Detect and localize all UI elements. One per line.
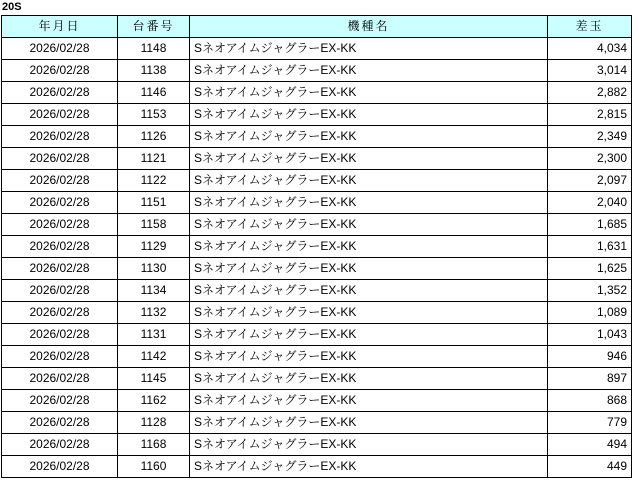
cell-unit: 1128	[118, 412, 190, 434]
table-row	[2, 280, 632, 302]
cell-unit: 1148	[118, 38, 190, 60]
cell-date: 2026/02/28	[2, 82, 118, 104]
results-table	[1, 15, 632, 478]
table-row	[2, 236, 632, 258]
cell-model: SネオアイムジャグラーEX-KK	[190, 302, 548, 324]
cell-model: SネオアイムジャグラーEX-KK	[190, 346, 548, 368]
cell-unit: 1126	[118, 126, 190, 148]
table-row	[2, 412, 632, 434]
cell-model: SネオアイムジャグラーEX-KK	[190, 258, 548, 280]
cell-unit: 1130	[118, 258, 190, 280]
table-row	[2, 434, 632, 456]
cell-model: SネオアイムジャグラーEX-KK	[190, 390, 548, 412]
table-row	[2, 170, 632, 192]
cell-unit: 1158	[118, 214, 190, 236]
cell-date: 2026/02/28	[2, 456, 118, 478]
cell-model: SネオアイムジャグラーEX-KK	[190, 60, 548, 82]
cell-model: SネオアイムジャグラーEX-KK	[190, 104, 548, 126]
cell-unit: 1153	[118, 104, 190, 126]
cell-date: 2026/02/28	[2, 236, 118, 258]
cell-model: SネオアイムジャグラーEX-KK	[190, 38, 548, 60]
page-title: 20S	[2, 1, 22, 13]
column-header-unit[interactable]: 台番号	[118, 16, 190, 38]
cell-diff: 897	[548, 368, 632, 390]
cell-diff: 1,625	[548, 258, 632, 280]
cell-diff: 2,349	[548, 126, 632, 148]
cell-date: 2026/02/28	[2, 258, 118, 280]
table-row	[2, 302, 632, 324]
column-header-diff[interactable]: 差玉	[548, 16, 632, 38]
cell-diff: 868	[548, 390, 632, 412]
cell-model: SネオアイムジャグラーEX-KK	[190, 126, 548, 148]
cell-date: 2026/02/28	[2, 170, 118, 192]
cell-diff: 2,040	[548, 192, 632, 214]
table-row	[2, 324, 632, 346]
cell-unit: 1160	[118, 456, 190, 478]
cell-unit: 1129	[118, 236, 190, 258]
cell-model: SネオアイムジャグラーEX-KK	[190, 456, 548, 478]
cell-model: SネオアイムジャグラーEX-KK	[190, 82, 548, 104]
cell-diff: 779	[548, 412, 632, 434]
cell-model: SネオアイムジャグラーEX-KK	[190, 324, 548, 346]
cell-unit: 1162	[118, 390, 190, 412]
table-body	[2, 38, 632, 478]
cell-diff: 1,043	[548, 324, 632, 346]
cell-diff: 946	[548, 346, 632, 368]
cell-unit: 1142	[118, 346, 190, 368]
cell-date: 2026/02/28	[2, 192, 118, 214]
cell-date: 2026/02/28	[2, 302, 118, 324]
cell-model: SネオアイムジャグラーEX-KK	[190, 148, 548, 170]
cell-diff: 494	[548, 434, 632, 456]
cell-model: SネオアイムジャグラーEX-KK	[190, 368, 548, 390]
table-header-row	[2, 16, 632, 38]
cell-date: 2026/02/28	[2, 38, 118, 60]
cell-model: SネオアイムジャグラーEX-KK	[190, 170, 548, 192]
table-row	[2, 390, 632, 412]
cell-unit: 1145	[118, 368, 190, 390]
cell-date: 2026/02/28	[2, 214, 118, 236]
cell-date: 2026/02/28	[2, 126, 118, 148]
cell-unit: 1131	[118, 324, 190, 346]
column-header-date[interactable]: 年月日	[2, 16, 118, 38]
cell-diff: 1,352	[548, 280, 632, 302]
cell-unit: 1121	[118, 148, 190, 170]
cell-model: SネオアイムジャグラーEX-KK	[190, 214, 548, 236]
table-row	[2, 368, 632, 390]
cell-unit: 1122	[118, 170, 190, 192]
table-row	[2, 258, 632, 280]
cell-model: SネオアイムジャグラーEX-KK	[190, 412, 548, 434]
cell-date: 2026/02/28	[2, 390, 118, 412]
cell-diff: 1,631	[548, 236, 632, 258]
cell-diff: 3,014	[548, 60, 632, 82]
table-row	[2, 346, 632, 368]
cell-model: SネオアイムジャグラーEX-KK	[190, 280, 548, 302]
cell-diff: 2,300	[548, 148, 632, 170]
cell-diff: 1,685	[548, 214, 632, 236]
table-row	[2, 38, 632, 60]
cell-diff: 2,097	[548, 170, 632, 192]
cell-date: 2026/02/28	[2, 280, 118, 302]
table-row	[2, 192, 632, 214]
cell-date: 2026/02/28	[2, 368, 118, 390]
table-row	[2, 126, 632, 148]
cell-unit: 1134	[118, 280, 190, 302]
cell-date: 2026/02/28	[2, 60, 118, 82]
cell-model: SネオアイムジャグラーEX-KK	[190, 192, 548, 214]
cell-unit: 1168	[118, 434, 190, 456]
cell-date: 2026/02/28	[2, 104, 118, 126]
table-row	[2, 82, 632, 104]
table-row	[2, 60, 632, 82]
table-row	[2, 148, 632, 170]
cell-diff: 449	[548, 456, 632, 478]
column-header-model[interactable]: 機種名	[190, 16, 548, 38]
table-row	[2, 104, 632, 126]
cell-date: 2026/02/28	[2, 148, 118, 170]
cell-date: 2026/02/28	[2, 324, 118, 346]
cell-model: SネオアイムジャグラーEX-KK	[190, 236, 548, 258]
cell-diff: 4,034	[548, 38, 632, 60]
cell-date: 2026/02/28	[2, 346, 118, 368]
cell-unit: 1146	[118, 82, 190, 104]
cell-model: SネオアイムジャグラーEX-KK	[190, 434, 548, 456]
cell-unit: 1132	[118, 302, 190, 324]
cell-diff: 1,089	[548, 302, 632, 324]
cell-date: 2026/02/28	[2, 412, 118, 434]
cell-date: 2026/02/28	[2, 434, 118, 456]
cell-diff: 2,882	[548, 82, 632, 104]
cell-unit: 1151	[118, 192, 190, 214]
table-row	[2, 214, 632, 236]
cell-unit: 1138	[118, 60, 190, 82]
cell-diff: 2,815	[548, 104, 632, 126]
table-row	[2, 456, 632, 478]
